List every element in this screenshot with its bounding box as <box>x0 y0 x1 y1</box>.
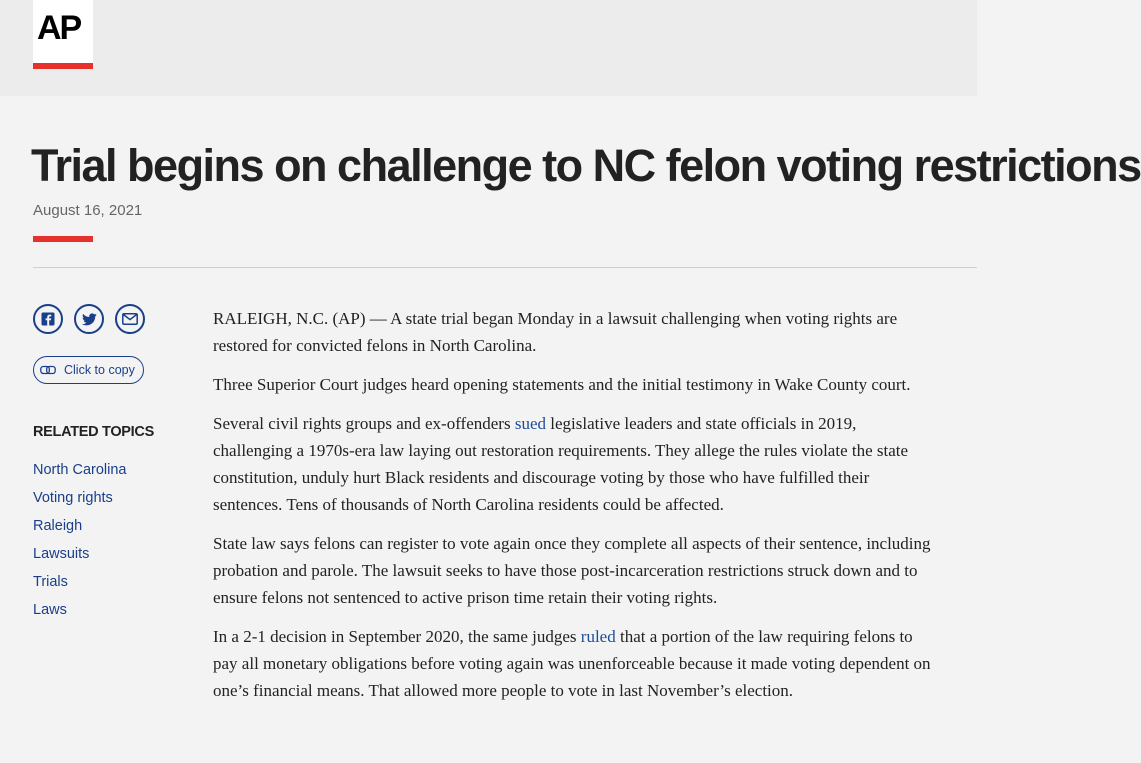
email-icon <box>122 313 138 325</box>
paragraph-text: legislative leaders and state officials in 2019, challenging a 1970s-era law laying out restoration requirements. They allege the rules violate the state constitution, unduly hurt Black residents and discourage voting by those who have fulfilled their sentences. Tens of thousands of North Carolina residents could be affected. <box>213 414 909 514</box>
twitter-share-button[interactable] <box>74 304 104 334</box>
topic-link-voting-rights[interactable]: Voting rights <box>33 490 113 506</box>
copy-link-button[interactable] <box>33 356 144 384</box>
related-topics-list <box>33 460 127 628</box>
twitter-icon <box>82 313 97 326</box>
headline-accent-rule <box>33 236 93 242</box>
site-header <box>0 0 977 96</box>
section-divider <box>33 267 977 268</box>
topic-link-laws[interactable]: Laws <box>33 602 67 618</box>
article-paragraph <box>213 623 938 704</box>
headline: Trial begins on challenge to NC felon voting restrictions <box>31 140 1141 191</box>
copy-link-label: Click to copy <box>64 363 135 377</box>
article-paragraph: State law says felons can register to vote again once they complete all aspects of their sentence, including probation and parole. The lawsuit seeks to have those post-incarceration restrictions struck down and to ensure felons not sentenced to active prison time retain their voting rights. <box>213 534 931 607</box>
email-share-button[interactable] <box>115 304 145 334</box>
paragraph-text: Several civil rights groups and ex-offenders <box>213 414 515 433</box>
ap-logo-text: AP <box>37 9 81 47</box>
article-paragraph: RALEIGH, N.C. (AP) — A state trial began Monday in a lawsuit challenging when voting rights are restored for convicted felons in North Carolina. <box>213 309 898 355</box>
article-body <box>213 305 938 716</box>
ap-logo[interactable] <box>33 0 93 69</box>
facebook-share-button[interactable] <box>33 304 63 334</box>
logo-accent-bar <box>33 63 93 69</box>
topic-link-lawsuits[interactable]: Lawsuits <box>33 546 90 562</box>
topic-link-raleigh[interactable]: Raleigh <box>33 518 83 534</box>
related-topics-heading: RELATED TOPICS <box>33 424 154 440</box>
sued-link[interactable]: sued <box>514 414 546 433</box>
topic-link-north-carolina[interactable]: North Carolina <box>33 462 127 478</box>
link-icon <box>40 365 56 375</box>
article-paragraph: Three Superior Court judges heard opening statements and the initial testimony in Wake County court. <box>213 375 911 394</box>
facebook-icon <box>41 312 55 326</box>
publish-date: August 16, 2021 <box>33 202 143 219</box>
topic-link-trials[interactable]: Trials <box>33 574 68 590</box>
ruled-link[interactable]: ruled <box>580 627 616 646</box>
article-paragraph <box>213 410 938 518</box>
share-buttons <box>33 304 145 334</box>
paragraph-text: that a portion of the law requiring felons to pay all monetary obligations before voting again was unenforceable because it made voting dependent on one’s financial means. That allowed more people to vote in last November’s election. <box>213 627 931 700</box>
paragraph-text: In a 2-1 decision in September 2020, the same judges <box>213 627 581 646</box>
